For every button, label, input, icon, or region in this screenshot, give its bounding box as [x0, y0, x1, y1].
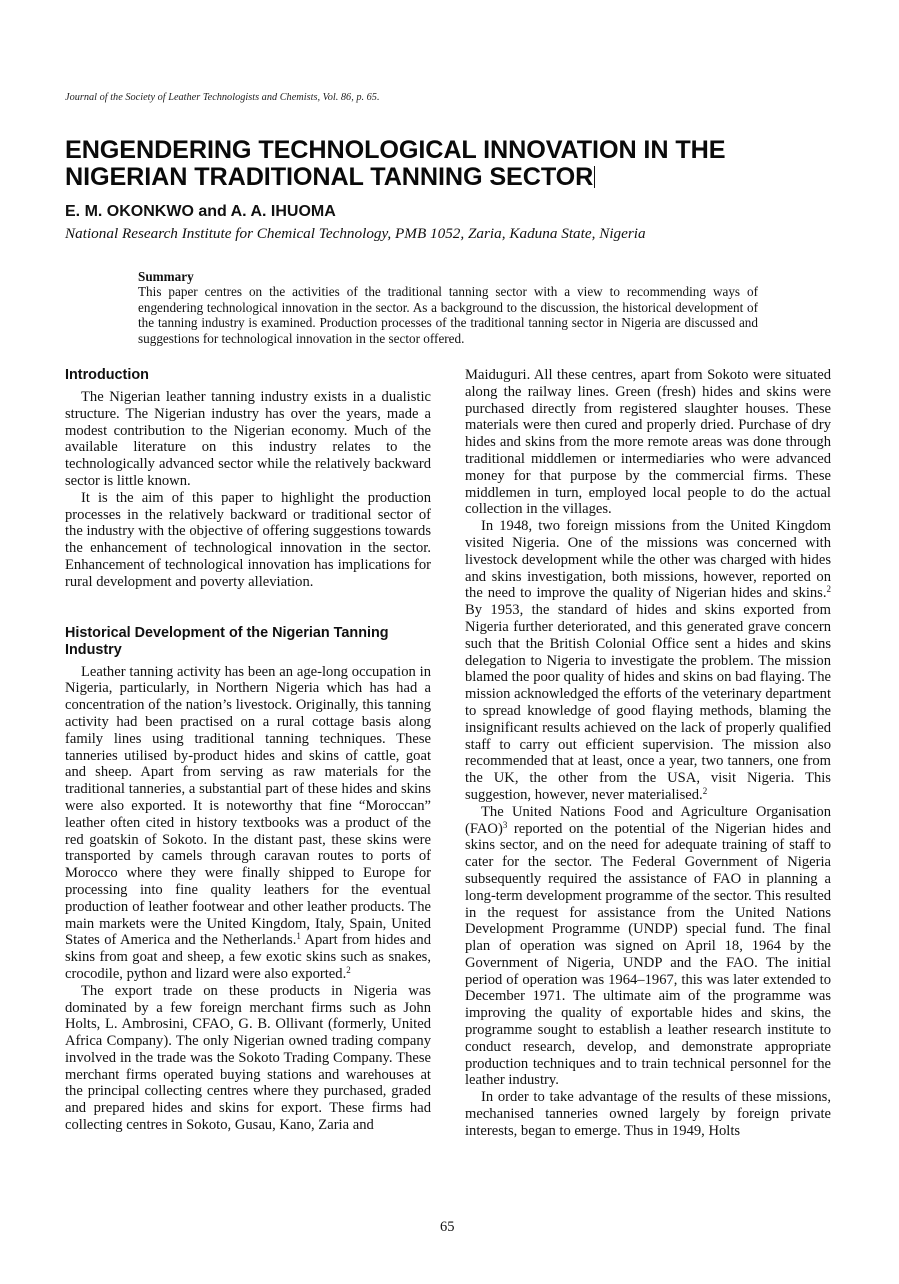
summary-text: This paper centres on the activities of the traditional tanning sector with a view to recommending ways of engendering technological innovation in the sector. As a background to the discussion, the historical development of the tanning industry is examined. Production processes of the traditional tanning sector in Nigeria are discussed and suggestions for technological innovation in the sector offered. — [138, 284, 758, 346]
footnote-ref: 3 — [502, 819, 508, 830]
history-paragraph-2: The export trade on these products in Nigeria was dominated by a few foreign merchant firms such as John Holts, L. Ambrosini, CFAO, G. B. Ollivant (formerly, United Africa Company). The only Nigerian owned trading company involved in the trade was the Sokoto Trading Company. These merchant firms operated buying stations and warehouses at the principal collecting centres where they purchased, graded and prepared hides and skins for export. These firms had collecting centres in Sokoto, Gusau, Kano, Zaria and — [65, 982, 431, 1134]
right-paragraph-1: Maiduguri. All these centres, apart from Sokoto were situated along the railway lines. Green (fresh) hides and skins were purchased directly from registered slaughter houses. These materials were then cured and properly dried. Purchase of dry hides and skins from the more remote areas was done through traditional middlemen or intermediaries who were advanced money for that purpose by the commercial firms. These middlemen in turn, employed local people to do the actual collection in the villages. — [465, 367, 831, 518]
right-column — [465, 367, 831, 1140]
footnote-ref: 1 — [296, 931, 301, 942]
right-p2-text-b: By 1953, the standard of hides and skins exported from Nigeria further deteriorated, and this generated grave concern such that the British Colonial Office sent a hides and skins delegation to Nigeria to investigate the problem. The mission blamed the poor quality of hides and skins on bad flaying. The mission acknowledged the efforts of the veterinary department to spread knowledge of good flaying methods, blaming the insignificant results achieved on the lack of properly qualified staff to carry out efficient supervision. The mission also recommended that at least, once a year, two tanners, one from the UK, the other from the USA, visit Nigeria. This suggestion, however, never materialised. — [465, 602, 831, 803]
right-paragraph-3 — [465, 804, 831, 1090]
title-line-1: ENGENDERING TECHNOLOGICAL INNOVATION IN THE — [65, 136, 726, 164]
footnote-ref: 2 — [346, 964, 351, 975]
right-p2-text-a: In 1948, two foreign missions from the United Kingdom visited Nigeria. One of the missions was concerned with livestock development while the other was charged with hides and skins investigation, both missions, however, reported on the need to improve the quality of Nigerian hides and skins. — [465, 518, 831, 602]
footnote-ref: 2 — [702, 785, 708, 796]
right-paragraph-2 — [465, 518, 831, 804]
text-cursor — [594, 166, 595, 188]
page-number: 65 — [440, 1219, 455, 1235]
title-line-2: NIGERIAN TRADITIONAL TANNING SECTOR — [65, 163, 594, 191]
article-title — [65, 137, 825, 191]
authors: E. M. OKONKWO and A. A. IHUOMA — [65, 203, 336, 220]
introduction-heading: Introduction — [65, 367, 149, 383]
intro-paragraph-1: The Nigerian leather tanning industry exists in a dualistic structure. The Nigerian industry has over the years, made a modest contribution to the Nigerian economy. Much of the available literature on this industry relates to the technologically advanced sector while the relatively backward sector is little known. — [65, 389, 431, 489]
summary-label: Summary — [138, 269, 194, 284]
affiliation: National Research Institute for Chemical Technology, PMB 1052, Zaria, Kaduna State, Nigeria — [65, 225, 646, 242]
right-p3-text-a: The United Nations Food and Agriculture Organisation (FAO) — [465, 803, 831, 837]
section-spacer — [65, 591, 431, 625]
right-p3-text-b: reported on the potential of the Nigerian hides and skins sector, and on the need for adequate training of staff to cater for the sector. The Federal Government of Nigeria subsequently required the assistance of FAO in planning a long-term development programme of the sector. This resulted in the request for assistance from the United Nations Development Programme (UNDP) special fund. The final plan of operation was signed on April 18, 1964 by the Government of Nigeria, UNDP and the FAO. The initial period of operation was 1964–1967, this was later extended to December 1971. The ultimate aim of the programme was improving the quality of exportable hides and skins, the programme sought to establish a leather research institute to conduct research, develop, and demonstrate appropriate production techniques and to train technical personnel for the leather industry. — [465, 820, 831, 1089]
right-paragraph-4: In order to take advantage of the results of these missions, mechanised tanneries owned largely by foreign private interests, began to emerge. Thus in 1949, Holts — [465, 1089, 831, 1139]
history-p1-text-a: Leather tanning activity has been an age-long occupation in Nigeria, particularly, in Northern Nigeria which has had a concentration of the nation’s livestock. Originally, this tanning activity had been practised on a rural cottage basis along family lines using traditional tanning techniques. These tanneries utilised by-product hides and skins of cattle, goat and sheep. Apart from serving as raw materials for the traditional tanneries, a substantial part of these hides and skins were also exported. It is noteworthy that fine “Moroccan” leather often cited in history textbooks was a product of the red goatskin of Sokoto. In the distant past, these skins were transported by camels through caravan routes to ports of Morocco where they were finally shipped to Europe for processing into fine quality leathers for the eventual production of leather footwear and other leather products. The main markets were the United Kingdom, Italy, Spain, United States of America and the Netherlands. — [65, 663, 431, 949]
summary-block — [138, 269, 758, 346]
history-heading: Historical Development of the Nigerian Tanning Industry — [65, 624, 389, 658]
intro-paragraph-2: It is the aim of this paper to highlight the production processes in the relatively backward or traditional sector of the industry with the objective of offering suggestions towards the enhancement of technological innovation in the sector. Enhancement of technological innovation has implications for rural development and poverty alleviation. — [65, 489, 431, 590]
history-p1-text-b: Apart from hides and skins from goat and sheep, a few exotic skins such as snakes, crocodile, python and lizard were also exported. — [65, 932, 432, 982]
journal-citation: Journal of the Society of Leather Technologists and Chemists, Vol. 86, p. 65. — [65, 92, 380, 103]
left-column — [65, 367, 431, 1134]
footnote-ref: 2 — [826, 584, 831, 595]
history-paragraph-1 — [65, 664, 431, 983]
